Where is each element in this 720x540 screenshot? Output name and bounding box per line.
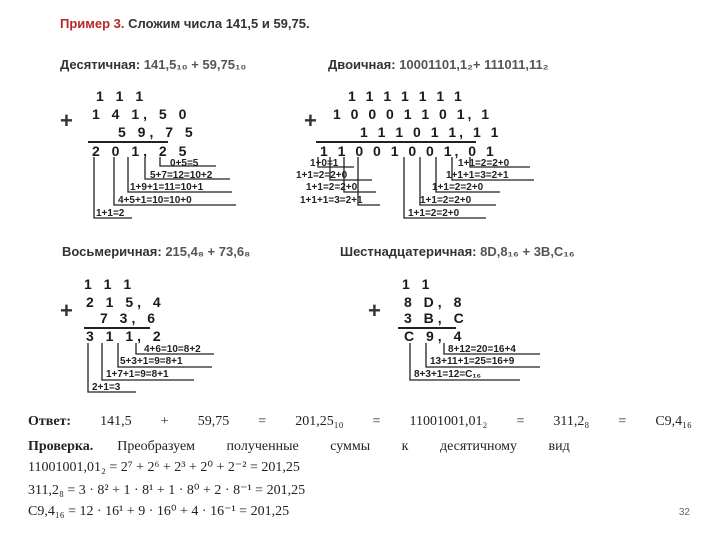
check-line [28, 439, 692, 455]
binary-row1: 1 0 0 0 1 1 0 1, 1 [333, 106, 493, 122]
page-number: 32 [678, 507, 690, 518]
octal-expression: 215,4₈ + 73,6₈ [165, 244, 251, 259]
hex-carry: 1 1 [402, 276, 434, 292]
check-label: Проверка. [28, 439, 94, 454]
binary-note-left-3: 1+1=2=2+0 [306, 182, 358, 193]
decimal-row2: 5 9, 7 5 [118, 124, 197, 140]
binary-note-right-5: 1+1=2=2+0 [408, 208, 460, 219]
decimal-bracket-4 [114, 157, 236, 205]
check-binary: 11001001,01₂ = 2⁷ + 2⁶ + 2³ + 2⁰ + 2⁻² = 201,25 [28, 460, 300, 475]
binary-result: 1 1 0 0 1 0 0 1, 0 1 [320, 143, 497, 159]
hex-result: C 9, 4 [404, 328, 466, 344]
octal-plus-sign: + [60, 298, 73, 323]
binary-row2: 1 1 1 0 1 1, 1 1 [360, 124, 502, 140]
answer-part-10: = [618, 414, 627, 429]
answer-part-6: = [372, 414, 381, 429]
check-hex: C9,4₁₆ = 12 · 16¹ + 9 · 16⁰ + 4 · 16⁻¹ = 201,25 [28, 504, 290, 519]
binary-bracket-l1 [318, 157, 354, 167]
octal-bracket-2 [118, 343, 212, 367]
answer-part-2: + [160, 414, 169, 429]
binary-note-left-2: 1+1=2=2+0 [296, 170, 348, 181]
hex-note-2: 13+11+1=25=16+9 [430, 356, 515, 367]
binary-bracket-r5 [404, 157, 486, 218]
answer-part-7: 11001001,01₂ [409, 414, 488, 429]
binary-note-right-3: 1+1=2=2+0 [432, 182, 484, 193]
binary-note-right-4: 1+1=2=2+0 [420, 195, 472, 206]
octal-bracket-1 [136, 343, 214, 354]
octal-result: 3 1 1, 2 [86, 328, 165, 344]
decimal-plus-sign: + [60, 108, 73, 133]
answer-line [28, 414, 692, 430]
decimal-bracket-5 [94, 157, 132, 218]
binary-expression: 10001101,1₂+ 111011,11₂ [399, 57, 549, 72]
octal-row1: 2 1 5, 4 [86, 294, 165, 310]
example-text: Сложим числа 141,5 и 59,75. [128, 16, 310, 31]
decimal-bracket-3 [128, 157, 232, 192]
hex-header-label: Шестнадцатеричная: [340, 244, 477, 259]
binary-bracket-l3 [344, 157, 376, 192]
decimal-note-2: 5+7=12=10+2 [150, 170, 213, 181]
decimal-header-label: Десятичная: [60, 57, 141, 72]
answer-part-5: 201,25₁₀ [295, 414, 344, 429]
hex-note-3: 8+3+1=12=C₁₆ [414, 369, 482, 380]
octal-carry: 1 1 1 [84, 276, 136, 292]
binary-bracket-r1 [470, 157, 530, 167]
hex-expression: 8D,8₁₆ + 3B,C₁₆ [480, 244, 575, 259]
example-label: Пример 3. [60, 16, 125, 31]
hex-row1: 8 D, 8 [404, 294, 466, 310]
octal-header-label: Восьмеричная: [62, 244, 162, 259]
octal-bracket-3 [102, 343, 194, 380]
hex-bracket-2 [426, 343, 540, 367]
octal-note-1: 4+6=10=8+2 [144, 344, 201, 355]
decimal-result: 2 0 1, 2 5 [92, 143, 191, 159]
binary-bracket-l4 [358, 157, 380, 205]
decimal-note-5: 1+1=2 [96, 208, 125, 219]
decimal-expression: 141,5₁₀ + 59,75₁₀ [143, 57, 247, 72]
binary-header-label: Двоичная: [328, 57, 396, 72]
answer-part-4: = [258, 414, 267, 429]
decimal-row1: 1 4 1, 5 0 [92, 106, 191, 122]
binary-plus-sign: + [304, 108, 317, 133]
hex-plus-sign: + [368, 298, 381, 323]
octal-note-3: 1+7+1=9=8+1 [106, 369, 169, 380]
decimal-bracket-2 [145, 157, 230, 179]
answer-part-3: 59,75 [197, 414, 230, 429]
answer-label: Ответ: [28, 414, 72, 429]
decimal-note-4: 4+5+1=10=10+0 [118, 195, 192, 206]
binary-note-right-1: 1+1=2=2+0 [458, 158, 510, 169]
hex-note-1: 8+12=20=16+4 [448, 344, 516, 355]
answer-part-9: 311,2₈ [553, 414, 590, 429]
decimal-note-1: 0+5=5 [170, 158, 199, 169]
decimal-carry: 1 1 1 [96, 88, 148, 104]
answer-part-1: 141,5 [100, 414, 132, 429]
hex-row2: 3 B, C [404, 310, 468, 326]
answer-part-8: = [516, 414, 525, 429]
hex-bracket-1 [444, 343, 540, 354]
binary-note-right-2: 1+1+1=3=2+1 [446, 170, 509, 181]
answer-part-11: C9,4₁₆ [655, 414, 692, 429]
octal-row2: 7 3, 6 [100, 310, 160, 326]
check-text: Преобразуем полученные суммы к десятичному вид [117, 439, 570, 454]
binary-note-left-4: 1+1+1=3=2+1 [300, 195, 363, 206]
binary-note-left-1: 1+0=1 [310, 158, 339, 169]
binary-bracket-l2 [330, 157, 372, 180]
binary-bracket-r4 [420, 157, 496, 205]
binary-carry: 1 1 1 1 1 1 1 [348, 88, 465, 104]
octal-note-4: 2+1=3 [92, 382, 121, 393]
decimal-bracket-1 [160, 157, 216, 166]
binary-bracket-r3 [436, 157, 500, 192]
check-octal: 311,2₈ = 3 · 8² + 1 · 8¹ + 1 · 8⁰ + 2 · 8⁻¹ = 201,25 [28, 483, 306, 498]
octal-note-2: 5+3+1=9=8+1 [120, 356, 183, 367]
decimal-note-3: 1+9+1=11=10+1 [130, 182, 204, 193]
binary-bracket-r2 [452, 157, 534, 180]
